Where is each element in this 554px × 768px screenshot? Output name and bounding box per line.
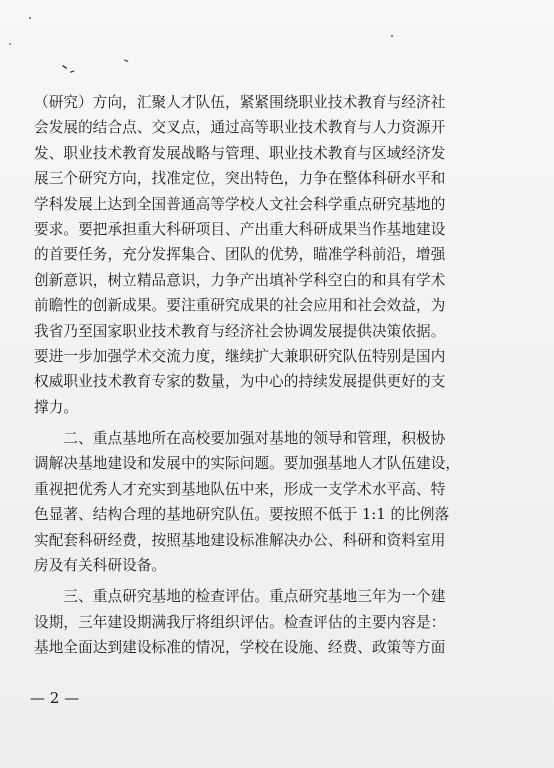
text-line: 的首要任务，充分发挥集合、团队的优势，瞄准学科前沿，增强 [34, 246, 446, 264]
body-text [34, 90, 522, 661]
text-line: 三、重点研究基地的检查评估。重点研究基地三年为一个建 [34, 588, 446, 606]
paragraph-2 [34, 426, 522, 578]
text-line: （研究）方向，汇聚人才队伍，紧紧围绕职业技术教育与经济社 [34, 94, 446, 111]
text-line: 调解决基地建设和发展中的实际问题。要加强基地人才队伍建设， [34, 455, 461, 473]
text-line: 基地全面达到建设标准的情况，学校在设施、经费、政策等方面 [34, 639, 446, 657]
text-line: 发、职业技术教育发展战略与管理、职业技术教育与区域经济发 [34, 144, 446, 162]
text-line: 色显著、结构合理的基地研究队伍。要按照不低于 1:1 的比例落 [34, 506, 450, 524]
text-line: 设期，三年建设期满我厅将组织评估。检查评估的主要内容是： [34, 613, 446, 631]
text-line: 要进一步加强学术交流力度，继续扩大兼职研究队伍特别是国内 [34, 347, 446, 365]
text-line: 实配套科研经费，按照基地建设标准解决办公、科研和资料室用 [34, 531, 446, 549]
text-line: 要求。要把承担重大科研项目、产出重大科研成果当作基地建设 [34, 220, 446, 238]
paragraph-1 [34, 90, 522, 420]
text-line: 前瞻性的创新成果。要注重研究成果的社会应用和社会效益，为 [34, 297, 446, 315]
text-line: 我省乃至国家职业技术教育与经济社会协调发展提供决策依据。 [34, 322, 446, 340]
text-line: 会发展的结合点、交叉点，通过高等职业技术教育与人力资源开 [34, 119, 446, 137]
paragraph-3 [34, 584, 522, 660]
text-line: 创新意识，树立精品意识，力争产出填补学科空白的和具有学术 [34, 271, 446, 289]
text-line: 撑力。 [34, 398, 79, 416]
text-line: 重视把优秀人才充实到基地队伍中来，形成一支学术水平高、特 [34, 480, 446, 498]
text-line: 展三个研究方向，找准定位，突出特色，力争在整体科研水平和 [34, 170, 446, 188]
scan-speck-cluster [9, 17, 393, 73]
text-line: 房及有关科研设备。 [34, 557, 167, 575]
page-number: — 2 — [30, 689, 80, 707]
text-line: 权威职业技术教育专家的数量，为中心的持续发展提供更好的支 [34, 373, 446, 391]
text-line: 二、重点基地所在高校要加强对基地的领导和管理，积极协 [34, 430, 446, 448]
text-line: 学科发展上达到全国普通高等学校人文社会科学重点研究基地的 [34, 195, 446, 213]
